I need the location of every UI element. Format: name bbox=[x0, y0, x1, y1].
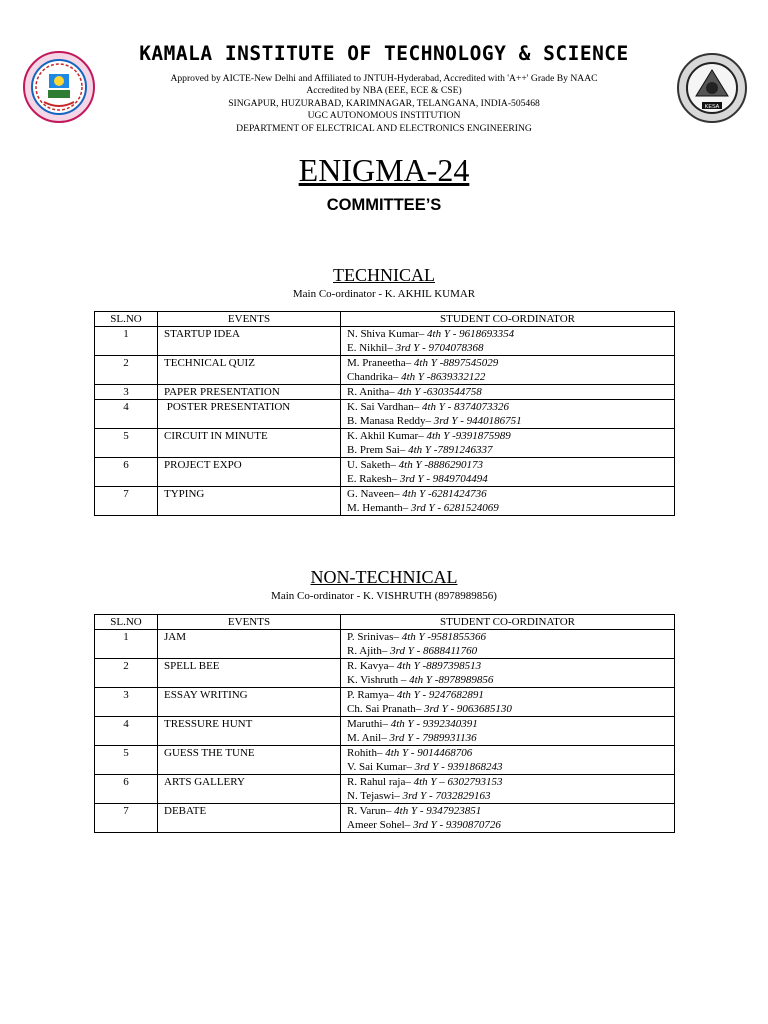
coordinator-year-phone: 4th Y -9581855366 bbox=[401, 631, 487, 643]
coordinator-name: R. Anitha– bbox=[347, 386, 398, 398]
row-coordinators bbox=[341, 458, 675, 487]
row-event-name: PROJECT EXPO bbox=[158, 458, 341, 487]
row-slno: 6 bbox=[95, 458, 158, 487]
coordinator-year-phone: 4th Y - 9618693354 bbox=[427, 328, 515, 340]
col-header-coordinator: STUDENT CO-ORDINATOR bbox=[341, 312, 675, 327]
table-row bbox=[95, 775, 675, 804]
coordinator-year-phone: 4th Y -8897545029 bbox=[413, 357, 499, 369]
row-slno: 7 bbox=[95, 804, 158, 833]
row-event-name: JAM bbox=[158, 630, 341, 659]
coordinator-line bbox=[347, 443, 668, 457]
col-header-events: EVENTS bbox=[158, 615, 341, 630]
coordinator-year-phone: 3rd Y - 9063685130 bbox=[424, 703, 512, 715]
coordinator-line bbox=[347, 385, 668, 399]
technical-rows bbox=[95, 327, 675, 516]
coordinator-year-phone: 4th Y -9391875989 bbox=[426, 430, 511, 442]
coordinator-year-phone: 4th Y - 8374073326 bbox=[421, 401, 510, 413]
coordinator-name: G. Naveen– bbox=[347, 488, 403, 500]
coordinator-year-phone: 3rd Y - 7989931136 bbox=[389, 732, 477, 744]
institute-header bbox=[0, 42, 768, 135]
coordinator-line bbox=[347, 400, 668, 414]
row-coordinators bbox=[341, 775, 675, 804]
row-coordinators bbox=[341, 327, 675, 356]
coordinator-line bbox=[347, 731, 668, 745]
coordinator-year-phone: 4th Y -8978989856 bbox=[409, 674, 494, 686]
coordinator-line bbox=[347, 804, 668, 818]
coordinator-name: K. Akhil Kumar– bbox=[347, 430, 427, 442]
row-coordinators bbox=[341, 804, 675, 833]
technical-main-coordinator: Main Co-ordinator - K. AKHIL KUMAR bbox=[292, 288, 476, 300]
coordinator-name: N. Tejaswi– bbox=[347, 790, 403, 802]
coordinator-name: R. Varun– bbox=[347, 805, 395, 817]
row-coordinators bbox=[341, 429, 675, 458]
coordinator-name: V. Sai Kumar– bbox=[347, 761, 415, 773]
coordinator-year-phone: 4th Y - 9392340391 bbox=[390, 718, 478, 730]
coordinator-line bbox=[347, 487, 668, 501]
coordinator-name: E. Rakesh– bbox=[347, 473, 400, 485]
row-slno: 2 bbox=[95, 356, 158, 385]
row-slno: 5 bbox=[95, 746, 158, 775]
coordinator-name: K. Sai Vardhan– bbox=[347, 401, 422, 413]
coordinator-name: Ameer Sohel– bbox=[347, 819, 413, 831]
technical-section-title: TECHNICAL bbox=[333, 265, 435, 285]
coordinator-line bbox=[347, 644, 668, 658]
row-event-name: STARTUP IDEA bbox=[158, 327, 341, 356]
row-coordinators bbox=[341, 630, 675, 659]
row-slno: 3 bbox=[95, 385, 158, 400]
coordinator-line bbox=[347, 327, 668, 341]
coordinator-line bbox=[347, 341, 668, 355]
coordinator-name: R. Rahul raja– bbox=[347, 776, 414, 788]
coordinator-year-phone: 3rd Y - 6281524069 bbox=[410, 502, 499, 514]
row-event-name: PAPER PRESENTATION bbox=[158, 385, 341, 400]
row-slno: 3 bbox=[95, 688, 158, 717]
row-event-name: SPELL BEE bbox=[158, 659, 341, 688]
coordinator-year-phone: 4th Y -7891246337 bbox=[408, 444, 493, 456]
row-event-name: CIRCUIT IN MINUTE bbox=[158, 429, 341, 458]
row-slno: 1 bbox=[95, 630, 158, 659]
coordinator-year-phone: 4th Y - 9247682891 bbox=[396, 689, 484, 701]
coordinator-name: Maruthi– bbox=[347, 718, 391, 730]
header-line-nba: Accredited by NBA (EEE, ECE & CSE) bbox=[306, 85, 462, 97]
row-event-name: ARTS GALLERY bbox=[158, 775, 341, 804]
coordinator-line bbox=[347, 775, 668, 789]
coordinator-line bbox=[347, 818, 668, 832]
coordinator-line bbox=[347, 717, 668, 731]
coordinator-year-phone: 4th Y -8639332122 bbox=[401, 371, 486, 383]
table-row bbox=[95, 746, 675, 775]
coordinator-year-phone: 3rd Y - 9440186751 bbox=[433, 415, 522, 427]
row-coordinators bbox=[341, 385, 675, 400]
row-slno: 4 bbox=[95, 717, 158, 746]
coordinator-name: N. Shiva Kumar– bbox=[347, 328, 428, 340]
nontechnical-main-coordinator: Main Co-ordinator - K. VISHRUTH (8978989856) bbox=[271, 590, 497, 602]
header-line-approval: Approved by AICTE-New Delhi and Affiliated to JNTUH-Hyderabad, Accredited with 'A++' Grade By NAAC bbox=[170, 73, 598, 84]
col-header-events: EVENTS bbox=[158, 312, 341, 327]
coordinator-year-phone: 4th Y -6281424736 bbox=[402, 488, 487, 500]
coordinator-line bbox=[347, 458, 668, 472]
row-event-name: POSTER PRESENTATION bbox=[158, 400, 341, 429]
coordinator-line bbox=[347, 746, 668, 760]
coordinator-year-phone: 3rd Y - 9849704494 bbox=[399, 473, 488, 485]
coordinator-line bbox=[347, 370, 668, 384]
header-line-address: SINGAPUR, HUZURABAD, KARIMNAGAR, TELANGANA, INDIA-505468 bbox=[228, 97, 540, 109]
row-slno: 5 bbox=[95, 429, 158, 458]
table-row bbox=[95, 429, 675, 458]
row-coordinators bbox=[341, 487, 675, 516]
coordinator-year-phone: 4th Y - 9014468706 bbox=[385, 747, 473, 759]
event-title: ENIGMA-24 bbox=[298, 152, 470, 188]
coordinator-line bbox=[347, 659, 668, 673]
col-header-coordinator: STUDENT CO-ORDINATOR bbox=[341, 615, 675, 630]
coordinator-name: Rohith– bbox=[347, 747, 386, 759]
row-event-name: GUESS THE TUNE bbox=[158, 746, 341, 775]
coordinator-name: M. Anil– bbox=[347, 732, 390, 744]
table-row bbox=[95, 356, 675, 385]
row-coordinators bbox=[341, 746, 675, 775]
table-header-row bbox=[95, 615, 675, 630]
coordinator-year-phone: 3rd Y - 9391868243 bbox=[414, 761, 503, 773]
coordinator-name: B. Manasa Reddy– bbox=[347, 415, 434, 427]
coordinator-name: Ch. Sai Pranath– bbox=[347, 703, 424, 715]
coordinator-year-phone: 4th Y - 9347923851 bbox=[394, 805, 482, 817]
table-row bbox=[95, 400, 675, 429]
row-event-name: TYPING bbox=[158, 487, 341, 516]
row-coordinators bbox=[341, 717, 675, 746]
row-slno: 1 bbox=[95, 327, 158, 356]
nontechnical-rows bbox=[95, 630, 675, 833]
row-coordinators bbox=[341, 356, 675, 385]
technical-table bbox=[94, 311, 675, 516]
table-row bbox=[95, 630, 675, 659]
table-row bbox=[95, 327, 675, 356]
table-header-row bbox=[95, 312, 675, 327]
coordinator-name: B. Prem Sai– bbox=[347, 444, 409, 456]
coordinator-year-phone: 4th Y -8897398513 bbox=[396, 660, 482, 672]
coordinator-line bbox=[347, 501, 668, 515]
logo-caption: KESA bbox=[704, 104, 720, 110]
coordinator-line bbox=[347, 414, 668, 428]
row-slno: 2 bbox=[95, 659, 158, 688]
row-event-name: TECHNICAL QUIZ bbox=[158, 356, 341, 385]
coordinator-line bbox=[347, 673, 668, 687]
row-slno: 4 bbox=[95, 400, 158, 429]
coordinator-name: E. Nikhil– bbox=[347, 342, 396, 354]
coordinator-name: M. Hemanth– bbox=[347, 502, 411, 514]
row-coordinators bbox=[341, 659, 675, 688]
event-subtitle: COMMITTEE’S bbox=[326, 196, 442, 214]
coordinator-line bbox=[347, 789, 668, 803]
row-event-name: ESSAY WRITING bbox=[158, 688, 341, 717]
table-row bbox=[95, 487, 675, 516]
coordinator-line bbox=[347, 688, 668, 702]
table-row bbox=[95, 717, 675, 746]
coordinator-line bbox=[347, 760, 668, 774]
table-row bbox=[95, 804, 675, 833]
header-line-ugc: UGC AUTONOMOUS INSTITUTION bbox=[307, 110, 461, 122]
coordinator-year-phone: 4th Y -6303544758 bbox=[397, 386, 482, 398]
coordinator-year-phone: 4th Y -8886290173 bbox=[398, 459, 483, 471]
coordinator-line bbox=[347, 356, 668, 370]
nontechnical-section-title: NON-TECHNICAL bbox=[310, 567, 458, 587]
row-coordinators bbox=[341, 688, 675, 717]
table-row bbox=[95, 688, 675, 717]
coordinator-name: P. Ramya– bbox=[347, 689, 397, 701]
coordinator-year-phone: 4th Y – 6302793153 bbox=[413, 776, 503, 788]
coordinator-name: P. Srinivas– bbox=[347, 631, 402, 643]
coordinator-year-phone: 3rd Y - 9704078368 bbox=[395, 342, 484, 354]
row-slno: 7 bbox=[95, 487, 158, 516]
table-row bbox=[95, 659, 675, 688]
header-line-department: DEPARTMENT OF ELECTRICAL AND ELECTRONICS ENGINEERING bbox=[236, 122, 532, 134]
coordinator-line bbox=[347, 429, 668, 443]
coordinator-year-phone: 3rd Y - 7032829163 bbox=[402, 790, 491, 802]
col-header-slno: SL.NO bbox=[95, 615, 158, 630]
table-row bbox=[95, 385, 675, 400]
coordinator-name: U. Saketh– bbox=[347, 459, 399, 471]
row-event-name: TRESSURE HUNT bbox=[158, 717, 341, 746]
coordinator-name: R. Kavya– bbox=[347, 660, 397, 672]
coordinator-year-phone: 3rd Y - 8688411760 bbox=[390, 645, 478, 657]
institute-name: KAMALA INSTITUTE OF TECHNOLOGY & SCIENCE bbox=[139, 42, 629, 65]
row-coordinators bbox=[341, 400, 675, 429]
coordinator-line bbox=[347, 630, 668, 644]
row-slno: 6 bbox=[95, 775, 158, 804]
coordinator-line bbox=[347, 702, 668, 716]
coordinator-name: K. Vishruth – bbox=[347, 674, 410, 686]
row-event-name: DEBATE bbox=[158, 804, 341, 833]
col-header-slno: SL.NO bbox=[95, 312, 158, 327]
coordinator-year-phone: 3rd Y - 9390870726 bbox=[412, 819, 501, 831]
coordinator-name: R. Ajith– bbox=[347, 645, 391, 657]
table-row bbox=[95, 458, 675, 487]
coordinator-name: M. Praneetha– bbox=[347, 357, 414, 369]
coordinator-line bbox=[347, 472, 668, 486]
nontechnical-table bbox=[94, 614, 675, 833]
coordinator-name: Chandrika– bbox=[347, 371, 402, 383]
